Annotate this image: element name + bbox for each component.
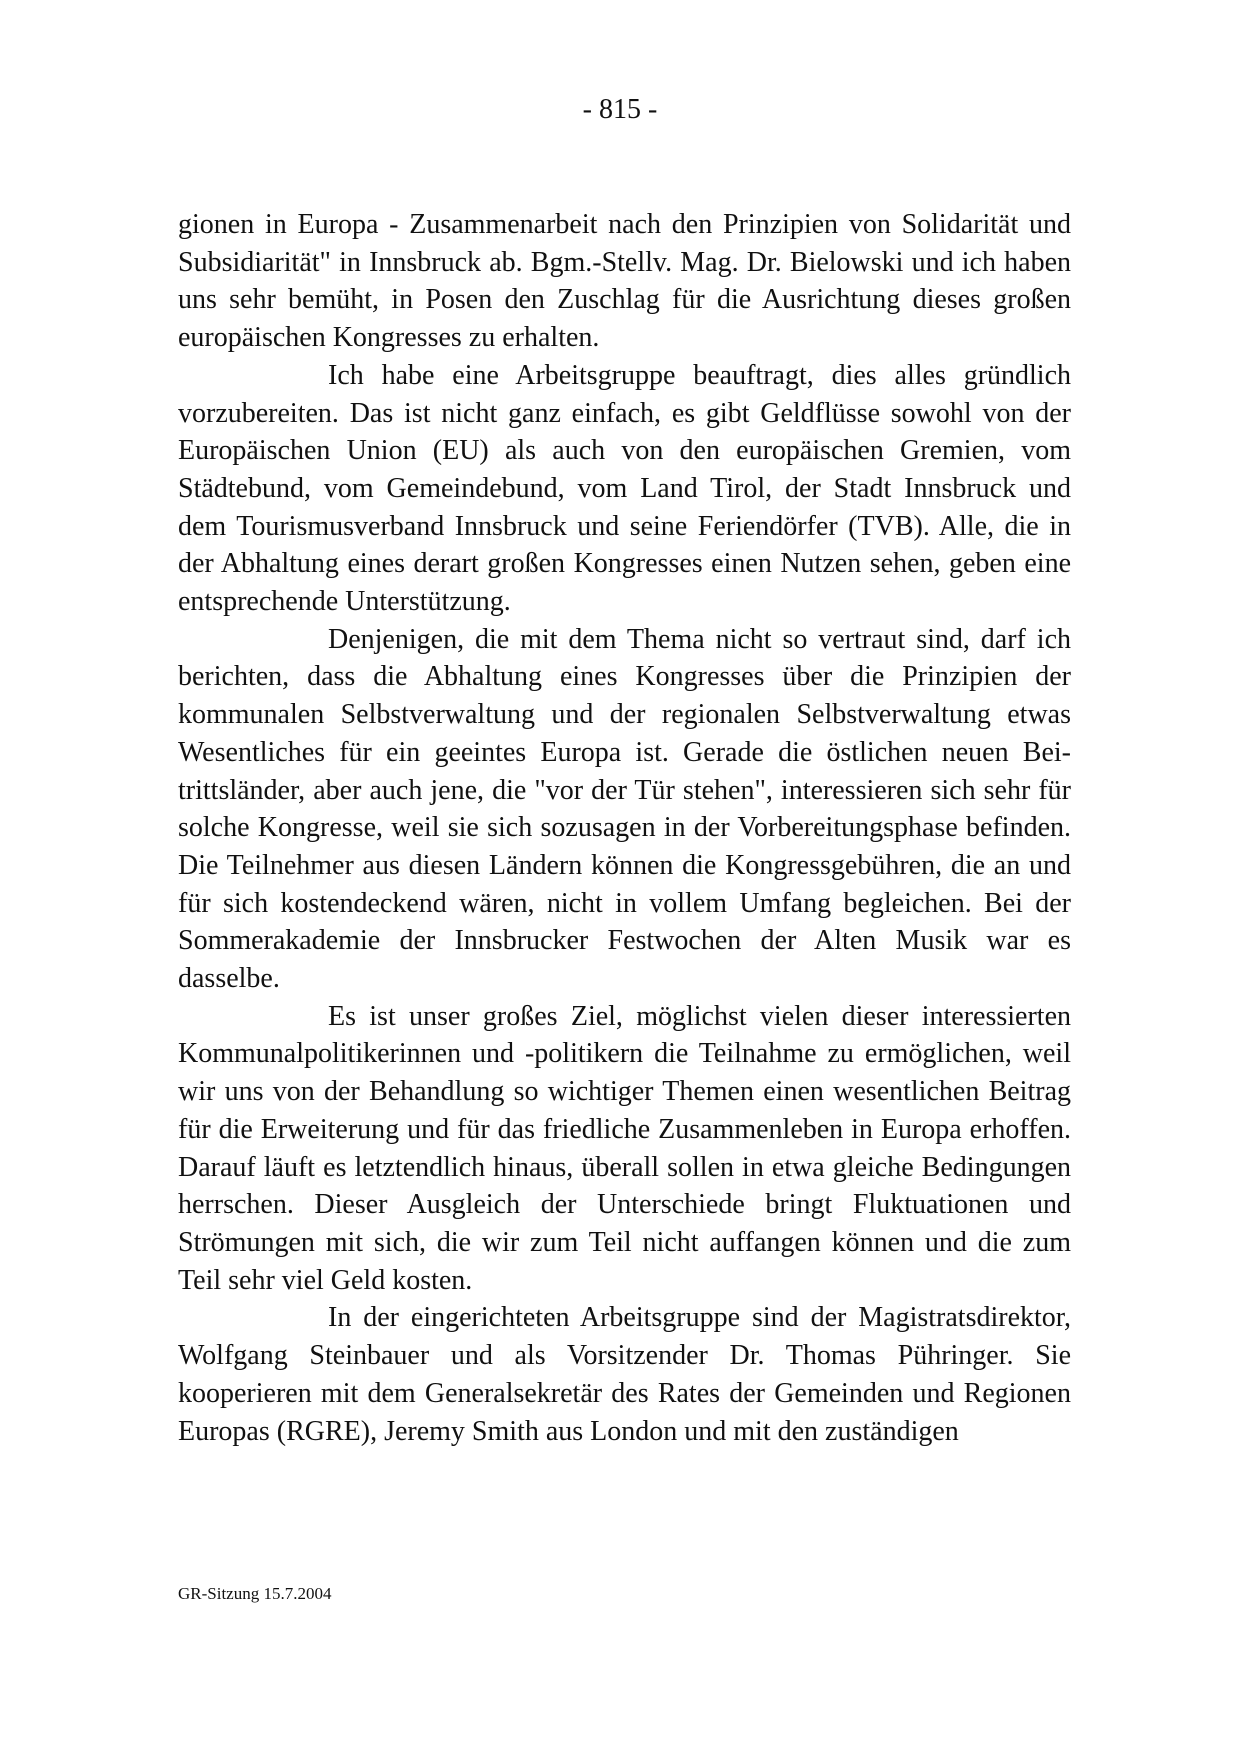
paragraph-2: Ich habe eine Arbeitsgruppe beauftragt, dies alles gründlich vorzubereiten. Das ist nicht ganz einfach, es gibt Geldflüsse sowohl von der Europäischen Union (EU) als auch von den europäischen Gremien, vom Städtebund, vom Gemeindebund, vom Land Tirol, der Stadt Innsbruck und dem Tourismusverband Innsbruck und seine Feriendörfer (TVB). Alle, die in der Abhaltung eines derart großen Kongresses einen Nutzen sehen, geben eine entsprechende Unterstützung. <box>178 359 1071 618</box>
paragraph-1: gionen in Europa - Zusammenarbeit nach den Prinzipien von Solidarität und Subsidiarität" in Innsbruck ab. Bgm.-Stellv. Mag. Dr. Bielowski und ich haben uns sehr bemüht, in Posen den Zuschlag für die Ausrichtung dieses großen europäischen Kongresses zu erhalten. <box>178 209 1071 354</box>
page-number: - 815 - <box>582 94 658 125</box>
body-text <box>178 206 1071 1450</box>
paragraph-4: Es ist unser großes Ziel, möglichst vielen dieser interessierten Kommunalpolitikerinnen und -politikern die Teilnahme zu ermöglichen, weil wir uns von der Behandlung so wichtiger Themen einen wesentlichen Beitrag für die Erweiterung und für das friedliche Zusammenleben in Europa erhoffen. Darauf läuft es letztendlich hinaus, überall sollen in etwa gleiche Bedingungen herrschen. Dieser Ausgleich der Unterschiede bringt Fluktuationen und Strömungen mit sich, die wir zum Teil nicht auffangen können und die zum Teil sehr viel Geld kosten. <box>178 1000 1071 1296</box>
footer-session-date: GR-Sitzung 15.7.2004 <box>178 1584 332 1603</box>
paragraph-5: In der eingerichteten Arbeitsgruppe sind der Magistratsdirektor, Wolfgang Steinbauer und als Vorsitzender Dr. Thomas Pühringer. Sie kooperieren mit dem Generalsekretär des Rates der Gemeinden und Regionen Europas (RGRE), Jeremy Smith aus London und mit den zuständigen <box>178 1302 1071 1447</box>
paragraph-3: Denjenigen, die mit dem Thema nicht so vertraut sind, darf ich berichten, dass die Abhaltung eines Kongresses über die Prinzipien der kommunalen Selbstverwaltung und der regionalen Selbstverwaltung etwas Wesentliches für ein geeintes Europa ist. Gerade die östlichen neuen Beitrittsländer, aber auch jene, die "vor der Tür stehen", interessieren sich sehr für solche Kongresse, weil sie sich sozusagen in der Vorbereitungsphase befinden. Die Teilnehmer aus diesen Ländern können die Kongressgebühren, die an und für sich kostendeckend wären, nicht in vollem Umfang begleichen. Bei der Sommerakademie der Innsbrucker Festwochen der Alten Musik war es dasselbe. <box>178 623 1071 995</box>
